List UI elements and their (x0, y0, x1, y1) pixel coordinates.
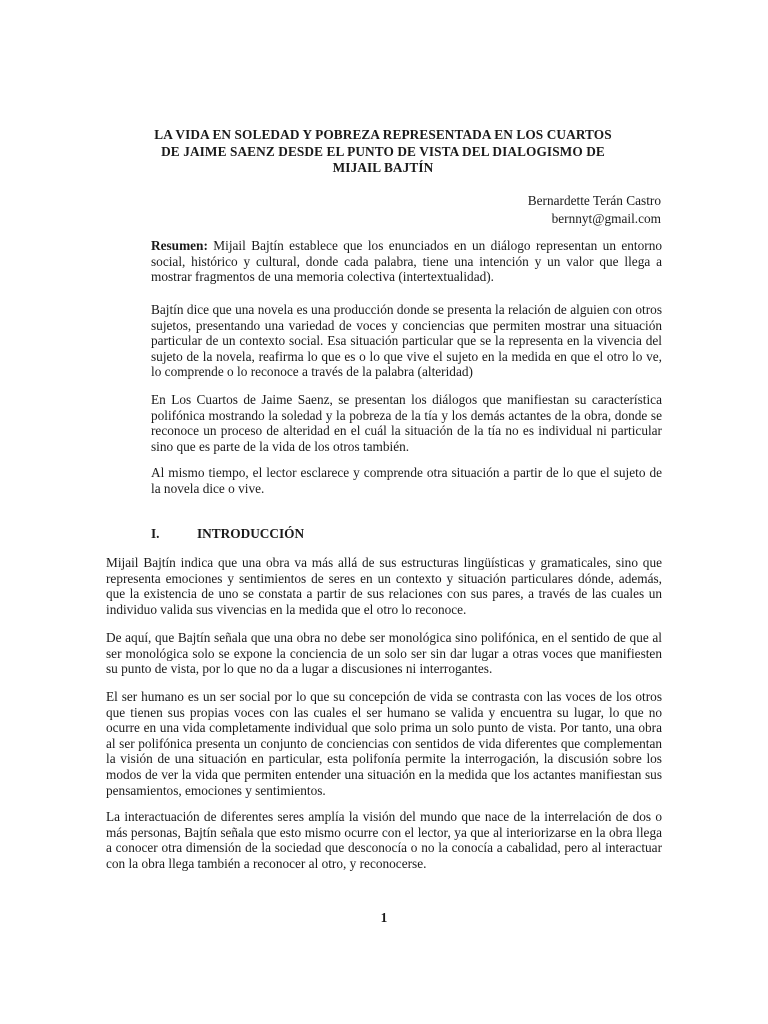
abstract-paragraph: Al mismo tiempo, el lector esclarece y comprende otra situación a partir de lo que el sujeto de la novela dice o vive. (151, 465, 662, 496)
document-title: LA VIDA EN SOLEDAD Y POBREZA REPRESENTADA EN LOS CUARTOS DE JAIME SAENZ DESDE EL PUNTO DE VISTA DEL DIALOGISMO DE MIJAIL BAJTÍN (154, 127, 612, 175)
abstract-paragraph (151, 238, 662, 285)
section-heading (151, 526, 304, 542)
section-title: INTRODUCCIÓN (197, 526, 305, 541)
page-number: 1 (380, 910, 388, 925)
abstract-label: Resumen: (151, 238, 208, 253)
body-paragraph: La interactuación de diferentes seres amplía la visión del mundo que nace de la interrelación de dos o más personas, Bajtín señala que esto mismo ocurre con el lector, ya que al interiorizarse en la obra llega a conocer otra dimensión de la sociedad que desconocía o no la conocía a cabalidad, pero al interactuar con la obra llega también a reconocer al otro, y reconocerse. (106, 809, 662, 871)
abstract-paragraph: Bajtín dice que una novela es una producción donde se presenta la relación de alguien con otros sujetos, presentando una variedad de voces y conciencias que permiten mostrar una situación particular de un contexto social. Esa situación particular que se la representa en la vivencia del sujeto de la novela, reafirma lo que es o lo que vive el sujeto en la medida en que el otro lo ve, lo comprende o lo reconoce a través de la palabra (alteridad) (151, 302, 662, 380)
body-paragraph: De aquí, que Bajtín señala que una obra no debe ser monológica sino polifónica, en el sentido de que al ser monológica solo se expone la conciencia de un solo ser sin dar lugar a otras voces que manifiesten su punto de vista, por lo que no da a lugar a discusiones ni interrogantes. (106, 630, 662, 677)
author-email: bernnyt@gmail.com (551, 211, 661, 226)
author-block (528, 192, 661, 228)
section-number: I. (151, 526, 160, 541)
body-paragraph: El ser humano es un ser social por lo que su concepción de vida se contrasta con las voces de los otros que tienen sus propias voces con las cuales el ser humano se valida y encuentra su lugar, lo que no ocurre en una vida completamente individual que solo prima un solo punto de vista. Por tanto, una obra al ser polifónica presenta un conjunto de conciencias con sentidos de vida diferentes que complementan la visión de una situación en particular, esta polifonía permite la interrogación, la discusión sobre los modos de ver la vida que permiten entender una situación en la medida que los actantes manifiestan sus pensamientos, emociones y sentimientos. (106, 689, 662, 798)
abstract-text: Mijail Bajtín establece que los enunciados en un diálogo representan un entorno social, histórico y cultural, donde cada palabra, tiene una intención y un valor que llega a mostrar fragmentos de una memoria colectiva (intertextualidad). (151, 238, 662, 285)
body-paragraph: Mijail Bajtín indica que una obra va más allá de sus estructuras lingüísticas y gramaticales, sino que representa emociones y sentimientos de seres en un contexto y situación particulares dónde, además, que la existencia de uno se constata a partir de sus relaciones con sus pares, a través de las cuales un individuo valida sus vivencias en la medida que el otro lo reconoce. (106, 555, 662, 617)
abstract-paragraph: En Los Cuartos de Jaime Saenz, se presentan los diálogos que manifiestan su característica polifónica mostrando la soledad y la pobreza de la tía y los demás actantes de la obra, donde se reconoce un proceso de alteridad en el cuál la situación de la tía no es individual ni particular sino que es parte de la vida de los otros también. (151, 392, 662, 454)
author-name: Bernardette Terán Castro (527, 193, 661, 208)
